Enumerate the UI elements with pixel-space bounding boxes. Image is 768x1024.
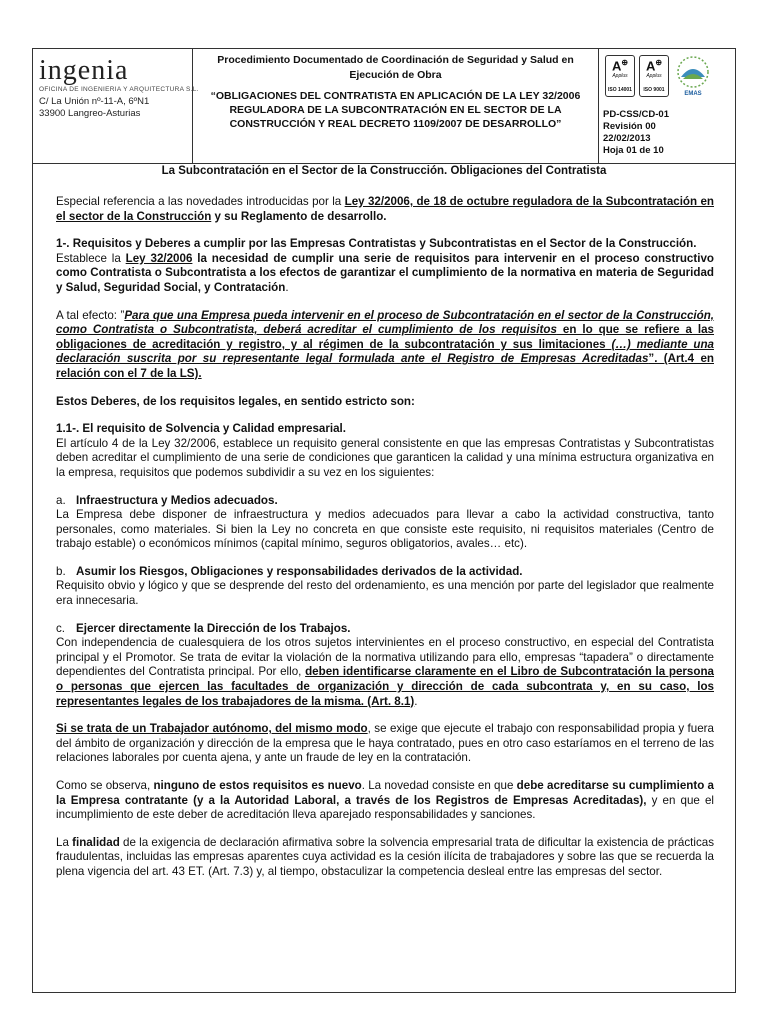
section-1-heading: 1-. Requisitos y Deberes a cumplir por las Empresas Contratistas y Subcontratistas en el Sector de la Construcción. <box>56 237 697 251</box>
certifications <box>605 55 713 103</box>
doc-date: 22/02/2013 <box>603 133 651 144</box>
doc-code: PD-CSS/CD-01 <box>603 109 669 120</box>
observa-paragraph: Como se observa, ninguno de estos requisitos es nuevo. La novedad consiste en que debe acreditarse su cumplimiento a la Empresa contratante (y a la Autoridad Laboral, a través de los Registros de Empresas Acreditadas), y en que el incumplimiento de este deber de acreditación lleva aparejado responsabilidades y sanciones. <box>56 779 714 822</box>
address-line-1: C/ La Unión nº-11-A, 6ºN1 <box>39 96 150 107</box>
deberes-paragraph: Estos Deberes, de los requisitos legales, en sentido estricto son: <box>56 394 415 408</box>
item-a-paragraph: La Empresa debe disponer de infraestructura y medios adecuados para llevar a cabo la actividad constructiva, tanto personales, como materiales. Si bien la Ley no concreta en que consiste este requisito, ni requisitos materiales (Centro de trabajo estable) o económicos mínimos (capital mínimo, seguros obligatorios, avales… etc). <box>56 508 714 551</box>
page-subtitle: La Subcontratación en el Sector de la Construcción. Obligaciones del Contratista <box>161 165 607 177</box>
item-b-heading: b. Asumir los Riesgos, Obligaciones y responsabilidades derivados de la actividad. <box>56 564 523 578</box>
section-1-1-paragraph: El artículo 4 de la Ley 32/2006, establece un requisito general consistente en que las empresas Contratistas y Subcontratistas deben acreditar el cumplimiento de una serie de condiciones que garanticen la calidad y una mínima estructura organizativa en la empresa, requisitos que podemos subdividir a su vez en los siguientes: <box>56 436 714 479</box>
section-1-1-heading: 1.1-. El requisito de Solvencia y Calidad empresarial. <box>56 422 346 436</box>
document-subject: “OBLIGACIONES DEL CONTRATISTA EN APLICACIÓN DE LA LEY 32/2006 REGULADORA DE LA SUBCONTRATACIÓN EN EL SECTOR DE LA CONSTRUCCIÓN Y REAL DECRETO 1109/2007 DE DESARROLLO” <box>210 90 581 130</box>
item-c-paragraph: Con independencia de cualesquiera de los otros sujetos intervinientes en el proceso constructivo, en especial del Contratista principal y el Promotor. Se trata de evitar la violación de la normativa utilizando para ello, empresas “tapadera” o directamente dependientes del Contratista principal. Por ello, deben identificarse claramente en el Libro de Subcontratación la persona o personas que ejercen las facultades de organización y dirección de cada subcontrata y, en su caso, los representantes legales de los trabajadores de la misma. (Art. 8.1). <box>56 636 714 708</box>
address-line-2: 33900 Langreo-Asturias <box>39 108 141 119</box>
header-title-block <box>193 49 599 163</box>
company-logo-subtitle: OFICINA DE INGENIERIA Y ARQUITECTURA S.L. <box>39 86 199 93</box>
company-address <box>39 96 186 120</box>
item-b-paragraph: Requisito obvio y lógico y que se desprende del resto del ordenamiento, es una mención por parte del legislador que realmente era innecesaria. <box>56 579 714 608</box>
intro-paragraph: Especial referencia a las novedades introducidas por la Ley 32/2006, de 18 de octubre reguladora de la Subcontratación en el sector de la Construcción y su Reglamento de desarrollo. <box>56 195 714 223</box>
section-1-paragraph: Establece la Ley 32/2006 la necesidad de cumplir una serie de requisitos para intervenir en el proceso constructivo como Contratista o Subcontratista a los efectos de garantizar el cumplimiento de la normativa en materia de Seguridad y Salud, Seguridad Social, y Contratación. <box>56 251 714 294</box>
emas-logo: EMAS <box>673 55 713 103</box>
cert-iso9001-badge: A⊕ Applus ISO 9001 <box>639 55 669 97</box>
procedure-title: Procedimiento Documentado de Coordinación de Seguridad y Salud en Ejecución de Obra <box>217 54 574 81</box>
cert-iso14001-badge: A⊕ Applus ISO 14001 <box>605 55 635 97</box>
document-meta <box>603 109 669 157</box>
law-reference: Ley 32/2006, de 18 de octubre reguladora de la Subcontratación en el sector de la Construcción <box>56 195 714 223</box>
finalidad-paragraph: La finalidad de la exigencia de declaración afirmativa sobre la solvencia empresarial trata de dificultar la existencia de prácticas fraudulentas, incluidas las empresas aparentes cuya actividad es la cesión ilícita de trabajadores y sobre las que se recuerda la plena vigencia del art. 43 ET. (Art. 7.3) y, al tiempo, obstaculizar la competencia desleal entre las empresas del sector. <box>56 835 714 878</box>
document-header <box>32 48 736 164</box>
autonomo-paragraph: Si se trata de un Trabajador autónomo, del mismo modo, se exige que ejecute el trabajo con responsabilidad propia y fuera del ámbito de organización y dirección de la empresa que le haya contratado, pues en otro caso estaríamos en el terreno de las relaciones laborales por cuenta ajena, y ante un fraude de ley en la contratación. <box>56 722 714 765</box>
company-block <box>33 49 199 163</box>
efecto-paragraph: A tal efecto: ”Para que una Empresa pueda intervenir en el proceso de Subcontratación en el sector de la Construcción, como Contratista o Subcontratista, deberá acreditar el cumplimiento de los requisitos en lo que se refiere a las obligaciones de acreditación y registro, y al régimen de la subcontratación y sus limitaciones (…) mediante una declaración suscrita por su representante legal formulada ante el Registro de Empresas Acreditadas”. (Art.4 en relación con el 7 de la LS). <box>56 308 715 380</box>
header-meta-block <box>599 49 735 163</box>
company-logo: ingenia <box>39 55 129 86</box>
doc-revision: Revisión 00 <box>603 121 656 132</box>
document-body <box>56 195 714 893</box>
item-c-heading: c. Ejercer directamente la Dirección de los Trabajos. <box>56 621 351 635</box>
doc-sheet: Hoja 01 de 10 <box>603 145 664 156</box>
emas-icon <box>673 55 713 91</box>
item-a-heading: a. Infraestructura y Medios adecuados. <box>56 493 278 507</box>
